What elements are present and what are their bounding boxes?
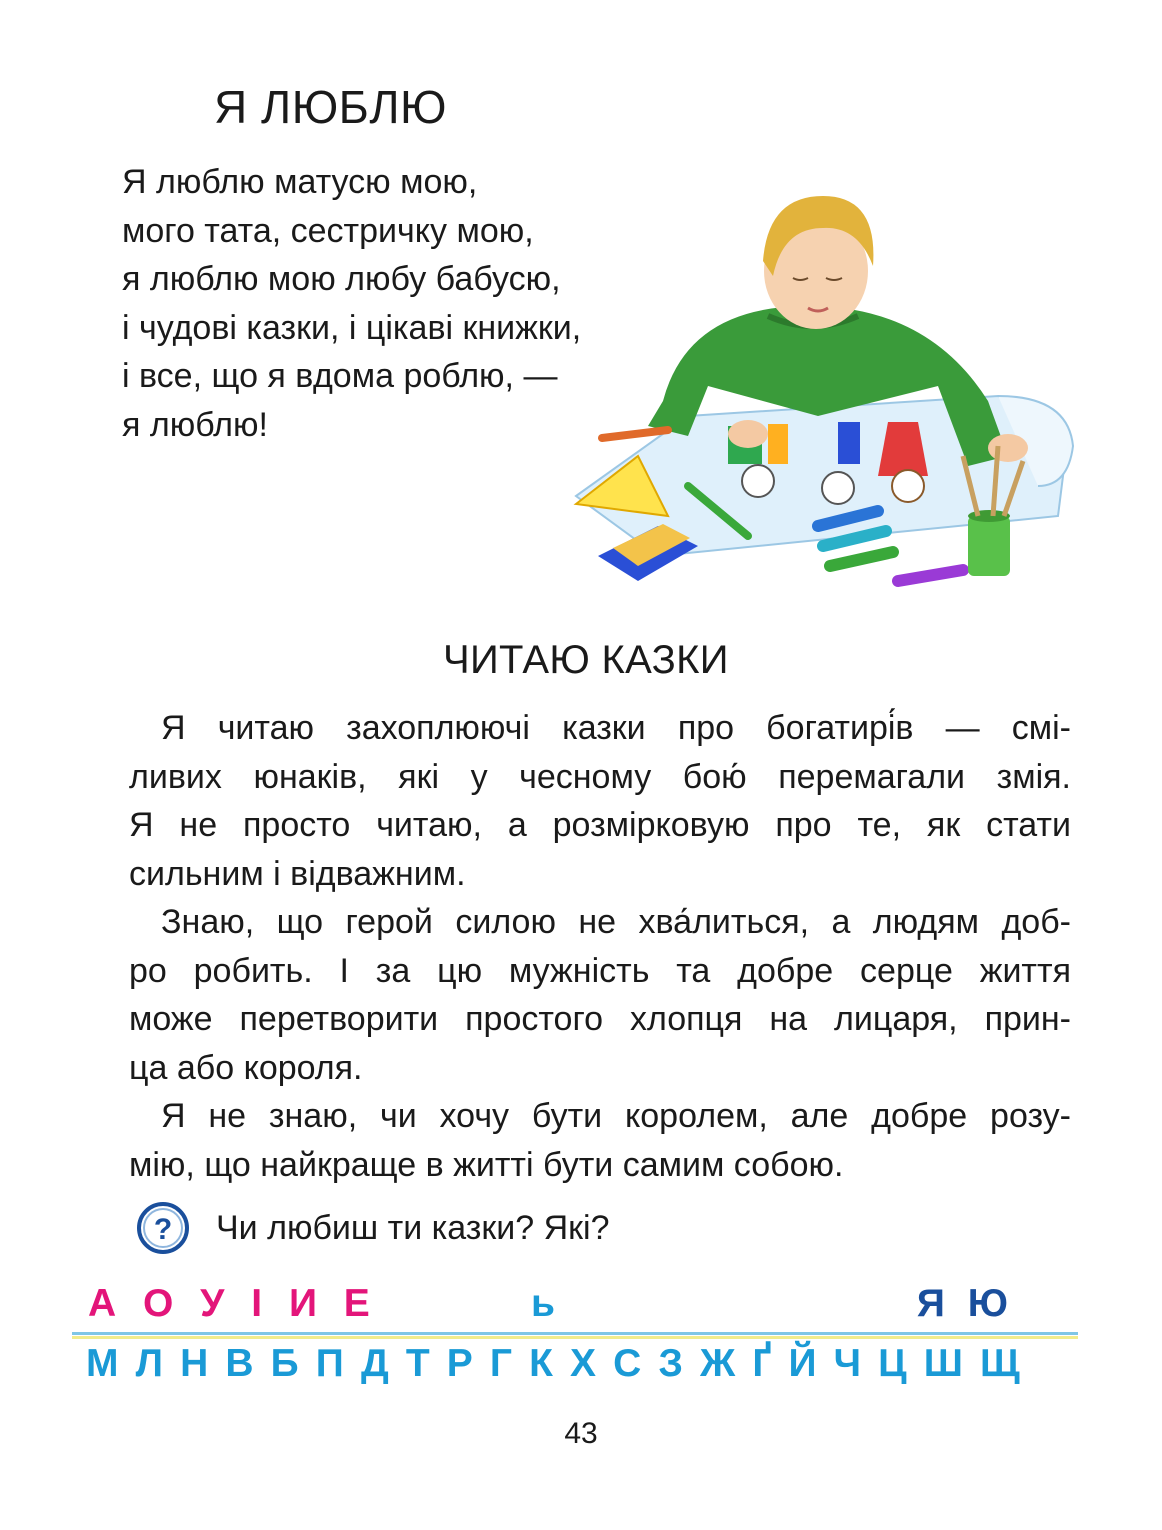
iotated-vowels-letters: Я Ю [916,1282,1014,1325]
question-text: Чи любиш ти казки? Які? [216,1208,610,1247]
consonant-letter: В [225,1342,254,1385]
poem-line: я люблю мою любу бабусю, [122,260,561,298]
consonant-letter: Б [270,1342,299,1385]
consonant-letter: М [86,1342,119,1385]
consonant-letter: Н [180,1342,209,1385]
question-mark-circle-icon [136,1201,190,1255]
consonant-letter: З [658,1342,683,1385]
consonant-letter: Щ [980,1342,1020,1385]
consonant-row [86,1342,1020,1386]
story-line: Я не знаю, чи хочу бути королем, але добре розу- [161,1097,1071,1135]
story-line: ливих юнаків, які у чесному бою́ перемагали змія. [129,757,1071,796]
vowel-row [88,1282,1014,1332]
divider-line [72,1332,1078,1335]
consonant-letter: Х [570,1342,597,1385]
consonant-letter: Т [405,1342,430,1385]
page-number: 43 [564,1417,598,1450]
story-title: ЧИТАЮ КАЗКИ [443,638,729,682]
poem-line: я люблю! [122,405,268,444]
soft-sign-letter: ь [531,1282,563,1325]
poem-title: Я ЛЮБЛЮ [214,81,448,133]
consonant-letter: П [315,1342,344,1385]
poem-line: Я люблю матусю мою, [122,163,478,201]
consonant-letter: Р [446,1342,473,1385]
poem-lines [122,158,581,449]
consonant-letter: Ц [878,1342,907,1385]
question-block [136,1200,610,1256]
svg-text:?: ? [153,1213,173,1246]
story-line: Я читаю захоплюючі казки про богатирі́в — смі- [161,709,1071,747]
consonant-letter: Ч [833,1342,862,1385]
divider-line [72,1336,1078,1339]
story-line: Я не просто читаю, а розмірковую про те, як стати [129,806,1071,844]
story-line: ца або короля. [129,1048,363,1087]
consonant-letter: К [529,1342,553,1385]
consonant-letter: Л [135,1342,163,1385]
story-line: може перетворити простого хлопця на лицаря, прин- [129,1000,1071,1038]
poem-line: і чудові казки, і цікаві книжки, [122,308,582,347]
consonant-letter: Ґ [752,1342,772,1385]
story-line: сильним і відважним. [129,854,466,893]
story-line: ро робить. І за цю мужність та добре серце життя [129,951,1071,990]
poem-line: мого тата, сестричку мою, [122,211,534,250]
consonant-letter: Ж [700,1342,736,1385]
poem-line: і все, що я вдома роблю, — [122,357,558,395]
vowels-letters: А О У І И Е [88,1282,378,1325]
story-line: мію, що найкраще в житті бути самим собою. [129,1145,844,1184]
consonant-letter: Ш [923,1342,963,1385]
story-line: Знаю, що герой силою не хва́литься, а людям доб- [161,903,1071,941]
consonant-letter: Й [788,1342,817,1385]
consonant-letter: С [613,1342,642,1385]
consonant-letter: Г [489,1342,513,1385]
boy-drawing-illustration [568,186,1080,606]
consonant-letter: Д [360,1342,389,1385]
story-text [129,704,1071,1189]
